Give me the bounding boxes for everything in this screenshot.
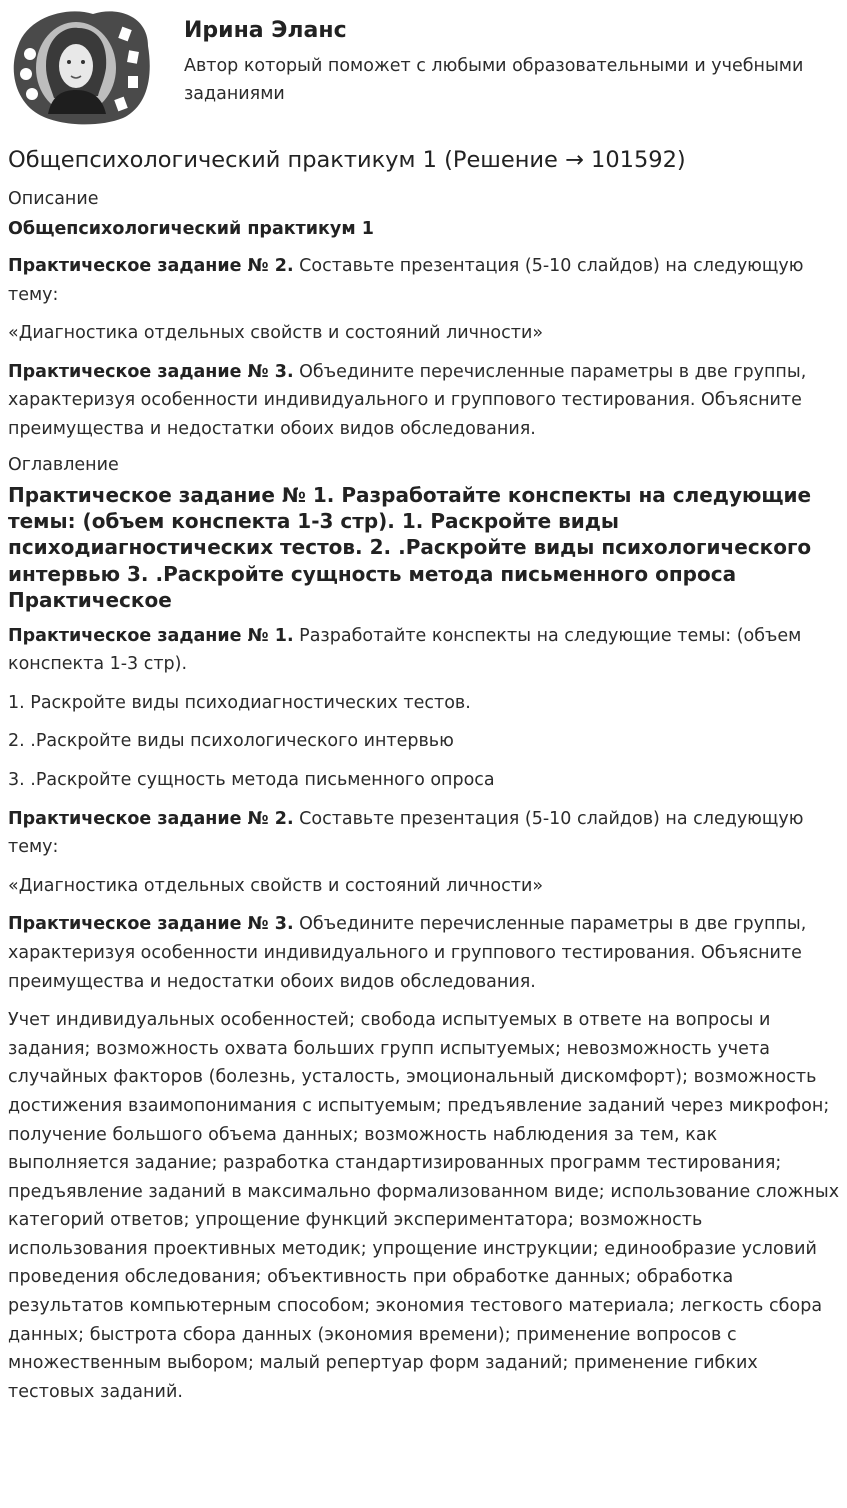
author-avatar[interactable] bbox=[8, 6, 153, 126]
task-text: Составьте презентация (5-10 слайдов) на следующую тему: bbox=[8, 256, 804, 305]
task-text: Разработайте конспекты на следующие темы: (объем конспекта 1-3 стр). bbox=[8, 625, 802, 675]
task-label: Практическое задание № 1. bbox=[8, 625, 294, 646]
parameters-paragraph: Учет индивидуальных особенностей; свобода испытуемых в ответе на вопросы и задания; возможность охвата больших групп испытуемых; невозможность учета случайных факторов (болезнь, усталость, эмоциональный дискомфорт); возможность достижения взаимопонимания с испытуемым; предъявление заданий через микрофон; получение большого объема данных; возможность наблюдения за тем, как выполняется задание; разработка стандартизированных программ тестирования; предъявление заданий в максимально формализованном виде; использование сложных категорий ответов; упрощение функций экспериментатора; возможность использования проективных методик; упрощение инструкции; единообразие условий проведения обследования; объективность при обработке данных; обработка результатов компьютерным способом; экономия тестового материала; легкость сбора данных; быстрота сбора данных (экономия времени); применение вопросов с множественным выбором; малый репертуар форм заданий; применение гибких тестовых заданий. bbox=[8, 1010, 840, 1402]
toc-heading: Практическое задание № 1. Разработайте конспекты на следующие темы: (объем конспекта 1-3 стр). 1. Раскройте виды психодиагностических тестов. 2. .Раскройте виды психологического интервью 3. .Раскройте сущность метода письменного опроса Практическое bbox=[8, 482, 812, 613]
topic-text: «Диагностика отдельных свойств и состояний личности» bbox=[8, 875, 544, 896]
description-paragraph bbox=[8, 319, 840, 348]
toc-paragraph bbox=[8, 805, 840, 862]
task-text: Объедините перечисленные параметры в две группы, характеризуя особенности индивидуального и группового тестирования. Объясните преимущества и недостатки обоих видов обследования. bbox=[8, 914, 807, 992]
description-label: Описание bbox=[8, 189, 99, 209]
task-label: Практическое задание № 3. bbox=[8, 914, 294, 935]
task-label: Практическое задание № 2. bbox=[8, 256, 294, 276]
toc-paragraph bbox=[8, 622, 840, 679]
toc-paragraph bbox=[8, 872, 840, 901]
toc-paragraph bbox=[8, 766, 840, 795]
toc-label: Оглавление bbox=[8, 454, 119, 475]
description-heading: Общепсихологический практикум 1 bbox=[8, 219, 374, 239]
topic-text: «Диагностика отдельных свойств и состояний личности» bbox=[8, 323, 544, 344]
description-paragraph bbox=[8, 358, 840, 444]
author-name[interactable]: Ирина Эланс bbox=[184, 18, 347, 43]
toc-paragraph bbox=[8, 727, 840, 756]
list-item: 3. .Раскройте сущность метода письменного опроса bbox=[8, 769, 495, 790]
document-title: Общепсихологический практикум 1 (Решение → 101592) bbox=[8, 147, 686, 173]
author-card bbox=[8, 6, 838, 126]
task-text: Составьте презентация (5-10 слайдов) на следующую тему: bbox=[8, 808, 804, 858]
task-label: Практическое задание № 3. bbox=[8, 361, 294, 382]
toc-paragraph bbox=[8, 689, 840, 718]
task-label: Практическое задание № 2. bbox=[8, 808, 294, 829]
description-paragraph bbox=[8, 252, 840, 309]
toc-paragraph bbox=[8, 910, 840, 996]
document-content bbox=[8, 144, 840, 1416]
task-text: Объедините перечисленные параметры в две группы, характеризуя особенности индивидуального и группового тестирования. Объясните преимущества и недостатки обоих видов обследования. bbox=[8, 361, 807, 439]
author-description: Автор который поможет с любыми образовательными и учебными заданиями bbox=[184, 56, 804, 104]
list-item: 1. Раскройте виды психодиагностических тестов. bbox=[8, 692, 471, 713]
list-item: 2. .Раскройте виды психологического интервью bbox=[8, 731, 454, 752]
